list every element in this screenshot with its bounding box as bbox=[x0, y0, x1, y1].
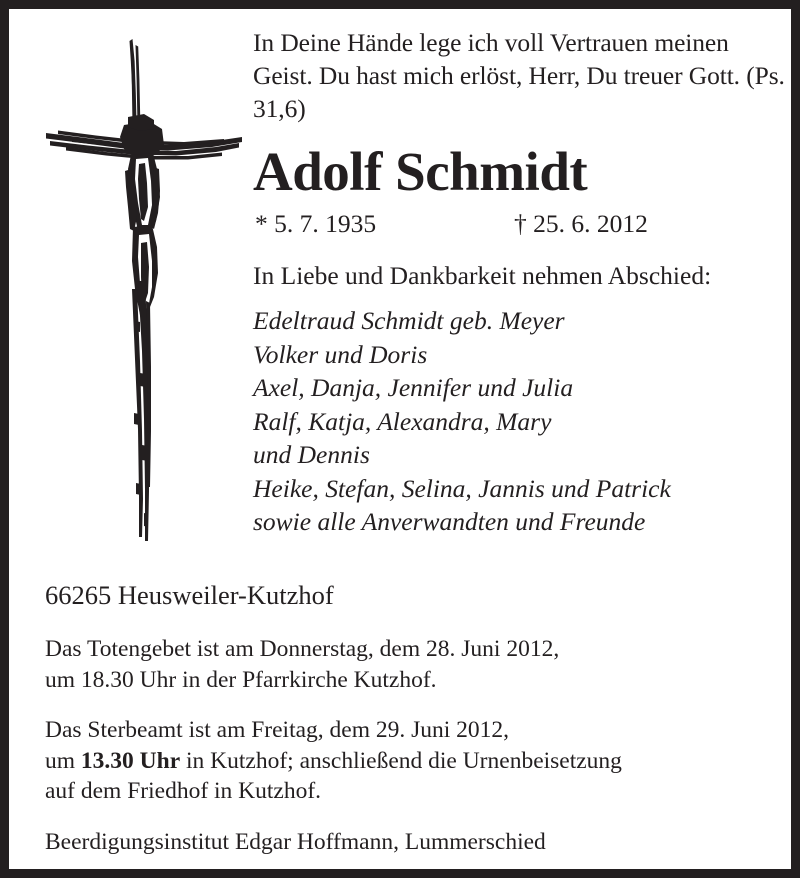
mourner-line: Axel, Danja, Jennifer und Julia bbox=[253, 373, 574, 402]
funeral-mass-time-suffix: in Kutzhof; anschließend die Urnenbeisetzung bbox=[180, 747, 622, 774]
funeral-home-paragraph bbox=[45, 827, 787, 858]
life-dates bbox=[253, 209, 787, 241]
death-date: † 25. 6. 2012 bbox=[514, 209, 648, 238]
main-text-column bbox=[253, 26, 787, 539]
mourner-line: und Dennis bbox=[253, 440, 370, 469]
mourner-line: Ralf, Katja, Alexandra, Mary bbox=[253, 406, 552, 436]
funeral-mass-paragraph bbox=[45, 715, 787, 807]
address-line: 66265 Heusweiler-Kutzhof bbox=[45, 580, 334, 610]
funeral-mass-time: 13.30 Uhr bbox=[80, 747, 181, 774]
funeral-mass-line-1: Das Sterbeamt ist am Freitag, dem 29. Juni 2012, bbox=[45, 717, 510, 743]
service-details bbox=[45, 578, 787, 857]
prayer-service-line-1: Das Totengebet ist am Donnerstag, dem 28. Juni 2012, bbox=[45, 636, 560, 662]
prayer-service-line-2: um 18.30 Uhr in der Pfarrkirche Kutzhof. bbox=[45, 666, 437, 693]
funeral-mass-time-prefix: um bbox=[45, 747, 81, 774]
deceased-name: Adolf Schmidt bbox=[253, 141, 588, 202]
birth-date: * 5. 7. 1935 bbox=[255, 209, 377, 238]
scripture-verse: In Deine Hände lege ich voll Vertrauen meinen Geist. Du hast mich erlöst, Herr, Du treuer Gott. (Ps. 31,6) bbox=[253, 28, 785, 123]
funeral-mass-line-3: auf dem Friedhof in Kutzhof. bbox=[45, 778, 322, 804]
farewell-intro: In Liebe und Dankbarkeit nehmen Abschied: bbox=[253, 261, 712, 290]
prayer-service-paragraph bbox=[45, 634, 787, 695]
funeral-home-name: Beerdigungsinstitut Edgar Hoffmann, Lummerschied bbox=[45, 828, 546, 855]
crucifix-sketch-icon bbox=[36, 21, 251, 551]
mourner-line: Heike, Stefan, Selina, Jannis und Patrick bbox=[253, 473, 671, 503]
obituary-inner bbox=[9, 9, 791, 869]
mourners-list bbox=[253, 304, 787, 539]
mourner-line: sowie alle Anverwandten und Freunde bbox=[253, 507, 646, 536]
mourner-line: Volker und Doris bbox=[253, 339, 428, 369]
funeral-mass-line-2 bbox=[45, 746, 787, 777]
mourner-line: Edeltraud Schmidt geb. Meyer bbox=[253, 306, 565, 335]
